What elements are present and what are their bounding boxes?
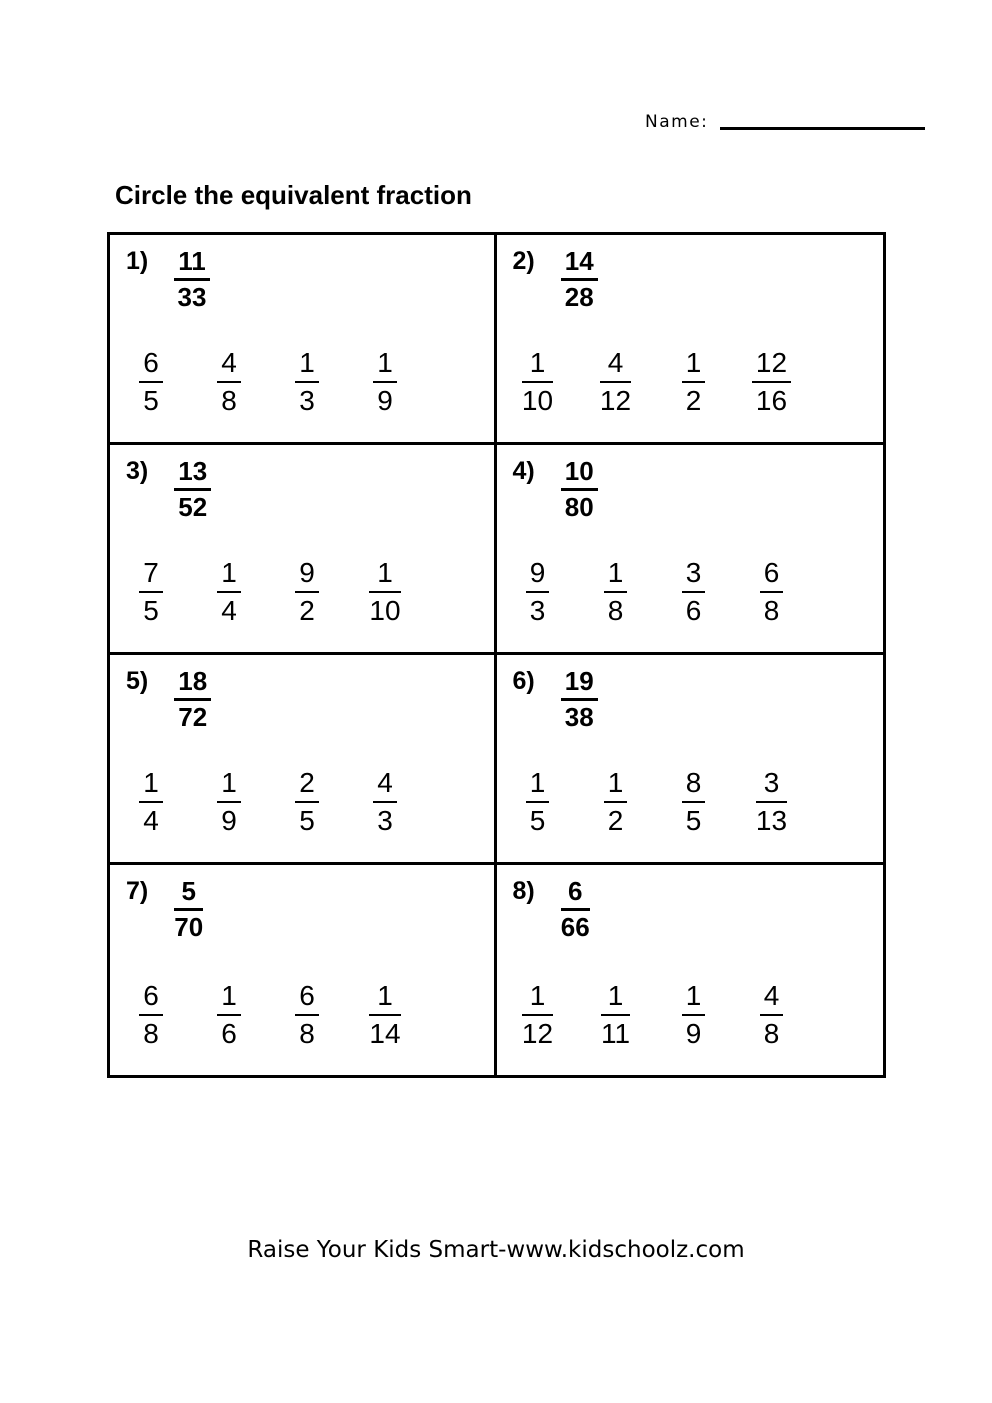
choice-fraction[interactable] bbox=[522, 347, 553, 416]
fraction-numerator: 1 bbox=[217, 767, 241, 802]
choice-fraction[interactable] bbox=[756, 767, 787, 836]
fraction-numerator: 14 bbox=[561, 247, 598, 281]
problem-cell-1 bbox=[110, 235, 497, 445]
problem-4-choices bbox=[499, 557, 874, 626]
choice-fraction[interactable] bbox=[601, 980, 630, 1049]
choice-fraction[interactable] bbox=[760, 980, 784, 1049]
name-label: Name: bbox=[645, 112, 709, 132]
choice-fraction[interactable] bbox=[522, 980, 553, 1049]
fraction-numerator: 5 bbox=[174, 877, 203, 911]
problem-number: 7) bbox=[126, 877, 149, 905]
problem-cell-2 bbox=[497, 235, 884, 445]
problem-1-choices bbox=[112, 347, 484, 416]
fraction-numerator: 1 bbox=[604, 557, 628, 592]
fraction-numerator: 12 bbox=[752, 347, 791, 382]
fraction-denominator: 13 bbox=[755, 804, 788, 836]
problem-number: 3) bbox=[126, 457, 149, 485]
fraction-numerator: 13 bbox=[174, 457, 211, 491]
fraction-numerator: 6 bbox=[139, 980, 163, 1015]
fraction-numerator: 1 bbox=[369, 557, 400, 592]
fraction-denominator: 2 bbox=[299, 594, 315, 626]
fraction-denominator: 9 bbox=[221, 804, 237, 836]
problem-2-choices bbox=[499, 347, 874, 416]
fraction-denominator: 3 bbox=[377, 804, 393, 836]
choice-fraction[interactable] bbox=[600, 347, 631, 416]
choice-fraction[interactable] bbox=[217, 980, 241, 1049]
fraction-denominator: 66 bbox=[560, 912, 590, 943]
fraction-denominator: 33 bbox=[177, 282, 207, 313]
fraction-denominator: 5 bbox=[143, 594, 159, 626]
problem-1-given bbox=[126, 247, 484, 312]
fraction-numerator: 1 bbox=[295, 347, 319, 382]
fraction-denominator: 38 bbox=[564, 702, 594, 733]
page-title: Circle the equivalent fraction bbox=[115, 180, 472, 210]
problem-cell-4 bbox=[497, 445, 884, 655]
problem-5-choices bbox=[112, 767, 484, 836]
fraction-denominator: 4 bbox=[143, 804, 159, 836]
fraction-denominator: 4 bbox=[221, 594, 237, 626]
fraction-denominator: 9 bbox=[377, 384, 393, 416]
choice-fraction[interactable] bbox=[526, 767, 550, 836]
problem-number: 4) bbox=[512, 457, 535, 485]
fraction-numerator: 2 bbox=[295, 767, 319, 802]
fraction-numerator: 1 bbox=[139, 767, 163, 802]
fraction-denominator: 80 bbox=[564, 492, 594, 523]
fraction-numerator: 4 bbox=[600, 347, 631, 382]
fraction-denominator: 70 bbox=[174, 912, 204, 943]
given-fraction bbox=[174, 457, 211, 522]
name-field bbox=[645, 112, 925, 134]
fraction-numerator: 3 bbox=[756, 767, 787, 802]
fraction-denominator: 10 bbox=[369, 594, 401, 626]
choice-fraction[interactable] bbox=[682, 767, 706, 836]
fraction-denominator: 5 bbox=[529, 804, 546, 836]
fraction-denominator: 72 bbox=[178, 702, 208, 733]
choice-fraction[interactable] bbox=[369, 980, 400, 1049]
given-fraction bbox=[561, 457, 598, 522]
fraction-denominator: 6 bbox=[685, 594, 702, 626]
given-fraction bbox=[174, 877, 203, 942]
fraction-numerator: 1 bbox=[217, 557, 241, 592]
fraction-denominator: 8 bbox=[763, 1017, 780, 1049]
given-fraction bbox=[174, 247, 210, 312]
problem-number: 5) bbox=[126, 667, 149, 695]
fraction-numerator: 8 bbox=[682, 767, 706, 802]
choice-fraction[interactable] bbox=[682, 980, 706, 1049]
choice-fraction[interactable] bbox=[217, 557, 241, 626]
given-fraction bbox=[174, 667, 211, 732]
given-fraction bbox=[561, 667, 598, 732]
fraction-denominator: 16 bbox=[755, 384, 788, 416]
fraction-numerator: 7 bbox=[139, 557, 163, 592]
choice-fraction[interactable] bbox=[752, 347, 791, 416]
fraction-denominator: 8 bbox=[221, 384, 237, 416]
fraction-denominator: 12 bbox=[521, 1017, 554, 1049]
fraction-numerator: 9 bbox=[295, 557, 319, 592]
problem-8-given bbox=[513, 877, 874, 942]
fraction-denominator: 8 bbox=[607, 594, 624, 626]
fraction-numerator: 6 bbox=[760, 557, 784, 592]
problem-number: 1) bbox=[126, 247, 149, 275]
given-fraction bbox=[561, 247, 598, 312]
fraction-numerator: 3 bbox=[682, 557, 706, 592]
choice-fraction[interactable] bbox=[295, 347, 319, 416]
fraction-numerator: 1 bbox=[526, 767, 550, 802]
fraction-denominator: 5 bbox=[143, 384, 159, 416]
fraction-numerator: 1 bbox=[682, 980, 706, 1015]
choice-fraction[interactable] bbox=[604, 767, 628, 836]
choice-fraction[interactable] bbox=[682, 347, 706, 416]
fraction-numerator: 11 bbox=[174, 247, 210, 281]
problem-cell-5 bbox=[110, 655, 497, 865]
choice-fraction[interactable] bbox=[295, 980, 319, 1049]
choice-fraction[interactable] bbox=[139, 347, 163, 416]
problem-cell-6 bbox=[497, 655, 884, 865]
fraction-denominator: 8 bbox=[299, 1017, 315, 1049]
choice-fraction[interactable] bbox=[604, 557, 628, 626]
problem-8-choices bbox=[499, 980, 874, 1049]
fraction-denominator: 12 bbox=[599, 384, 632, 416]
choice-fraction[interactable] bbox=[526, 557, 550, 626]
fraction-numerator: 18 bbox=[174, 667, 211, 701]
problems-grid bbox=[107, 232, 886, 1078]
problem-cell-8 bbox=[497, 865, 884, 1075]
choice-fraction[interactable] bbox=[139, 980, 163, 1049]
fraction-denominator: 8 bbox=[763, 594, 780, 626]
problem-7-choices bbox=[112, 980, 484, 1049]
fraction-denominator: 3 bbox=[299, 384, 315, 416]
problem-7-given bbox=[126, 877, 484, 942]
fraction-numerator: 19 bbox=[561, 667, 598, 701]
problem-3-given bbox=[126, 457, 484, 522]
fraction-numerator: 1 bbox=[373, 347, 397, 382]
name-input-line[interactable] bbox=[720, 127, 925, 130]
problem-cell-3 bbox=[110, 445, 497, 655]
fraction-denominator: 28 bbox=[564, 282, 594, 313]
problem-5-given bbox=[126, 667, 484, 732]
fraction-numerator: 6 bbox=[295, 980, 319, 1015]
fraction-numerator: 4 bbox=[373, 767, 397, 802]
fraction-numerator: 10 bbox=[561, 457, 598, 491]
problem-4-given bbox=[513, 457, 874, 522]
fraction-denominator: 3 bbox=[529, 594, 546, 626]
problem-6-given bbox=[513, 667, 874, 732]
fraction-denominator: 9 bbox=[685, 1017, 702, 1049]
choice-fraction[interactable] bbox=[760, 557, 784, 626]
fraction-numerator: 9 bbox=[526, 557, 550, 592]
choice-fraction[interactable] bbox=[682, 557, 706, 626]
choice-fraction[interactable] bbox=[373, 347, 397, 416]
problem-cell-7 bbox=[110, 865, 497, 1075]
problem-number: 6) bbox=[512, 667, 535, 695]
fraction-numerator: 6 bbox=[561, 877, 590, 911]
choice-fraction[interactable] bbox=[295, 767, 319, 836]
fraction-numerator: 1 bbox=[682, 347, 706, 382]
fraction-numerator: 1 bbox=[601, 980, 630, 1015]
fraction-numerator: 1 bbox=[369, 980, 400, 1015]
given-fraction bbox=[561, 877, 590, 942]
fraction-denominator: 11 bbox=[600, 1017, 631, 1049]
fraction-denominator: 2 bbox=[607, 804, 624, 836]
choice-fraction[interactable] bbox=[217, 767, 241, 836]
choice-fraction[interactable] bbox=[373, 767, 397, 836]
choice-fraction[interactable] bbox=[217, 347, 241, 416]
fraction-numerator: 1 bbox=[217, 980, 241, 1015]
fraction-denominator: 6 bbox=[221, 1017, 237, 1049]
problem-2-given bbox=[513, 247, 874, 312]
fraction-denominator: 5 bbox=[685, 804, 702, 836]
footer-text: Raise Your Kids Smart-www.kidschoolz.com bbox=[247, 1237, 745, 1263]
fraction-denominator: 10 bbox=[521, 384, 554, 416]
fraction-numerator: 4 bbox=[760, 980, 784, 1015]
choice-fraction[interactable] bbox=[369, 557, 400, 626]
choice-fraction[interactable] bbox=[139, 767, 163, 836]
problem-3-choices bbox=[112, 557, 484, 626]
problem-number: 2) bbox=[512, 247, 535, 275]
choice-fraction[interactable] bbox=[139, 557, 163, 626]
fraction-numerator: 1 bbox=[604, 767, 628, 802]
fraction-numerator: 4 bbox=[217, 347, 241, 382]
fraction-denominator: 2 bbox=[685, 384, 702, 416]
fraction-numerator: 1 bbox=[522, 347, 553, 382]
fraction-numerator: 1 bbox=[522, 980, 553, 1015]
fraction-numerator: 6 bbox=[139, 347, 163, 382]
fraction-denominator: 14 bbox=[369, 1017, 401, 1049]
fraction-denominator: 5 bbox=[299, 804, 315, 836]
choice-fraction[interactable] bbox=[295, 557, 319, 626]
problem-number: 8) bbox=[512, 877, 535, 905]
fraction-denominator: 8 bbox=[143, 1017, 159, 1049]
problem-6-choices bbox=[499, 767, 874, 836]
fraction-denominator: 52 bbox=[178, 492, 208, 523]
